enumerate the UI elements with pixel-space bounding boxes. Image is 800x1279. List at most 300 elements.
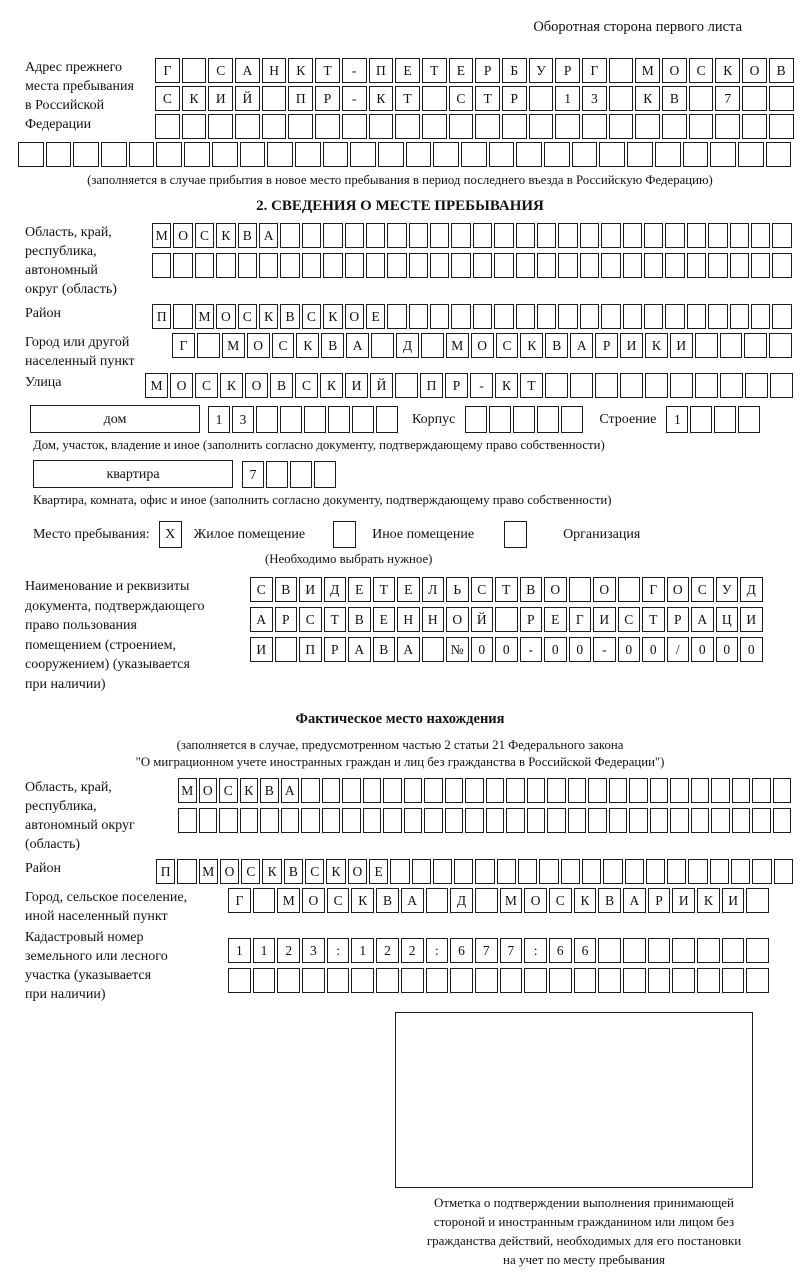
char-cell[interactable]: 0 — [495, 637, 518, 662]
char-cell[interactable] — [290, 461, 312, 488]
checkbox-inoe[interactable] — [333, 521, 356, 548]
char-cell[interactable] — [315, 114, 340, 139]
char-cell[interactable]: С — [299, 607, 322, 632]
char-cell[interactable] — [302, 223, 321, 248]
char-cell[interactable]: К — [715, 58, 740, 83]
char-cell[interactable]: Л — [422, 577, 445, 602]
char-cell[interactable] — [746, 968, 769, 993]
char-cell[interactable] — [342, 114, 367, 139]
char-cell[interactable]: Т — [324, 607, 347, 632]
char-cell[interactable] — [568, 778, 587, 803]
char-cell[interactable]: А — [281, 778, 300, 803]
char-cell[interactable] — [645, 373, 668, 398]
char-cell[interactable] — [449, 114, 474, 139]
char-cell[interactable] — [173, 253, 192, 278]
char-cell[interactable] — [730, 304, 749, 329]
char-cell[interactable] — [601, 253, 620, 278]
char-cell[interactable]: 0 — [471, 637, 494, 662]
char-cell[interactable]: М — [446, 333, 469, 358]
char-cell[interactable]: С — [449, 86, 474, 111]
char-cell[interactable] — [529, 114, 554, 139]
char-cell[interactable] — [280, 406, 302, 433]
char-cell[interactable] — [690, 406, 712, 433]
char-cell[interactable]: Ц — [716, 607, 739, 632]
char-cell[interactable]: М — [195, 304, 214, 329]
char-cell[interactable] — [295, 142, 321, 167]
char-cell[interactable]: Г — [582, 58, 607, 83]
char-cell[interactable]: Е — [544, 607, 567, 632]
char-cell[interactable] — [752, 859, 771, 884]
char-cell[interactable]: 0 — [740, 637, 763, 662]
char-cell[interactable] — [412, 859, 431, 884]
char-cell[interactable]: К — [240, 778, 259, 803]
char-cell[interactable]: Й — [235, 86, 260, 111]
checkbox-organizatsiya[interactable] — [504, 521, 527, 548]
char-cell[interactable]: И — [740, 607, 763, 632]
char-cell[interactable] — [722, 968, 745, 993]
char-cell[interactable] — [352, 406, 374, 433]
char-cell[interactable]: 0 — [544, 637, 567, 662]
char-cell[interactable]: И — [722, 888, 745, 913]
char-cell[interactable] — [545, 373, 568, 398]
char-cell[interactable] — [722, 938, 745, 963]
char-cell[interactable] — [173, 304, 192, 329]
char-cell[interactable] — [228, 968, 251, 993]
char-cell[interactable] — [327, 968, 350, 993]
char-cell[interactable] — [461, 142, 487, 167]
char-cell[interactable]: - — [520, 637, 543, 662]
char-cell[interactable]: В — [321, 333, 344, 358]
char-cell[interactable] — [516, 253, 535, 278]
char-cell[interactable] — [769, 333, 792, 358]
char-cell[interactable] — [424, 808, 443, 833]
char-cell[interactable] — [351, 968, 374, 993]
char-cell[interactable]: У — [716, 577, 739, 602]
char-cell[interactable] — [465, 406, 487, 433]
char-cell[interactable] — [574, 968, 597, 993]
char-cell[interactable] — [219, 808, 238, 833]
char-cell[interactable]: 7 — [500, 938, 523, 963]
char-cell[interactable]: Д — [324, 577, 347, 602]
char-cell[interactable] — [366, 223, 385, 248]
char-cell[interactable] — [302, 253, 321, 278]
char-cell[interactable]: Р — [555, 58, 580, 83]
checkbox-zhiloe[interactable]: X — [159, 521, 182, 548]
char-cell[interactable] — [601, 304, 620, 329]
char-cell[interactable] — [73, 142, 99, 167]
char-cell[interactable]: 2 — [277, 938, 300, 963]
char-cell[interactable]: 1 — [228, 938, 251, 963]
char-cell[interactable] — [773, 778, 792, 803]
char-cell[interactable]: Г — [569, 607, 592, 632]
char-cell[interactable] — [672, 968, 695, 993]
char-cell[interactable] — [670, 808, 689, 833]
char-cell[interactable] — [182, 58, 207, 83]
char-cell[interactable] — [558, 253, 577, 278]
char-cell[interactable]: П — [288, 86, 313, 111]
char-cell[interactable] — [732, 808, 751, 833]
char-cell[interactable] — [401, 968, 424, 993]
char-cell[interactable] — [322, 778, 341, 803]
char-cell[interactable]: Р — [275, 607, 298, 632]
char-cell[interactable]: Е — [397, 577, 420, 602]
char-cell[interactable] — [738, 142, 764, 167]
char-cell[interactable] — [465, 778, 484, 803]
char-cell[interactable] — [708, 304, 727, 329]
char-cell[interactable]: И — [672, 888, 695, 913]
char-cell[interactable]: П — [156, 859, 175, 884]
char-cell[interactable] — [475, 968, 498, 993]
char-cell[interactable]: Т — [373, 577, 396, 602]
char-cell[interactable] — [665, 223, 684, 248]
char-cell[interactable]: № — [446, 637, 469, 662]
char-cell[interactable] — [609, 86, 634, 111]
char-cell[interactable] — [253, 888, 276, 913]
char-cell[interactable] — [623, 938, 646, 963]
char-cell[interactable]: С — [305, 859, 324, 884]
char-cell[interactable] — [342, 778, 361, 803]
char-cell[interactable]: К — [216, 223, 235, 248]
char-cell[interactable] — [527, 808, 546, 833]
char-cell[interactable]: К — [369, 86, 394, 111]
char-cell[interactable]: - — [342, 86, 367, 111]
char-cell[interactable]: С — [691, 577, 714, 602]
char-cell[interactable] — [495, 607, 518, 632]
char-cell[interactable] — [345, 253, 364, 278]
char-cell[interactable] — [558, 304, 577, 329]
char-cell[interactable] — [451, 304, 470, 329]
char-cell[interactable] — [689, 114, 714, 139]
char-cell[interactable]: К — [351, 888, 374, 913]
char-cell[interactable] — [328, 406, 350, 433]
char-cell[interactable] — [489, 406, 511, 433]
char-cell[interactable] — [323, 223, 342, 248]
char-cell[interactable]: Т — [642, 607, 665, 632]
char-cell[interactable] — [506, 808, 525, 833]
char-cell[interactable]: 2 — [401, 938, 424, 963]
char-cell[interactable] — [451, 223, 470, 248]
char-cell[interactable] — [486, 808, 505, 833]
char-cell[interactable] — [561, 859, 580, 884]
char-cell[interactable]: Е — [348, 577, 371, 602]
char-cell[interactable]: Е — [369, 859, 388, 884]
char-cell[interactable]: 3 — [232, 406, 254, 433]
char-cell[interactable]: М — [199, 859, 218, 884]
char-cell[interactable]: 0 — [642, 637, 665, 662]
char-cell[interactable] — [363, 778, 382, 803]
char-cell[interactable]: Н — [397, 607, 420, 632]
char-cell[interactable]: И — [670, 333, 693, 358]
char-cell[interactable]: 6 — [574, 938, 597, 963]
char-cell[interactable] — [409, 253, 428, 278]
char-cell[interactable]: : — [524, 938, 547, 963]
char-cell[interactable] — [539, 859, 558, 884]
char-cell[interactable]: О — [302, 888, 325, 913]
char-cell[interactable] — [342, 808, 361, 833]
char-cell[interactable]: К — [220, 373, 243, 398]
char-cell[interactable] — [655, 142, 681, 167]
char-cell[interactable]: А — [346, 333, 369, 358]
char-cell[interactable]: С — [471, 577, 494, 602]
char-cell[interactable] — [774, 859, 793, 884]
char-cell[interactable]: - — [470, 373, 493, 398]
char-cell[interactable] — [184, 142, 210, 167]
char-cell[interactable]: Е — [373, 607, 396, 632]
char-cell[interactable]: А — [250, 607, 273, 632]
char-cell[interactable] — [518, 859, 537, 884]
char-cell[interactable] — [623, 304, 642, 329]
char-cell[interactable]: А — [397, 637, 420, 662]
char-cell[interactable]: Р — [667, 607, 690, 632]
char-cell[interactable]: О — [593, 577, 616, 602]
char-cell[interactable] — [486, 778, 505, 803]
char-cell[interactable]: Т — [315, 58, 340, 83]
char-cell[interactable] — [670, 373, 693, 398]
char-cell[interactable] — [502, 114, 527, 139]
char-cell[interactable] — [670, 778, 689, 803]
char-cell[interactable] — [603, 859, 622, 884]
char-cell[interactable] — [772, 223, 791, 248]
char-cell[interactable] — [383, 778, 402, 803]
char-cell[interactable]: И — [250, 637, 273, 662]
char-cell[interactable] — [253, 968, 276, 993]
char-cell[interactable]: С — [327, 888, 350, 913]
char-cell[interactable]: И — [620, 333, 643, 358]
char-cell[interactable]: О — [348, 859, 367, 884]
char-cell[interactable] — [345, 223, 364, 248]
char-cell[interactable] — [529, 86, 554, 111]
char-cell[interactable]: Р — [324, 637, 347, 662]
char-cell[interactable] — [314, 461, 336, 488]
char-cell[interactable] — [648, 938, 671, 963]
char-cell[interactable] — [582, 859, 601, 884]
char-cell[interactable] — [445, 808, 464, 833]
char-cell[interactable]: 3 — [302, 938, 325, 963]
char-cell[interactable] — [395, 373, 418, 398]
char-cell[interactable] — [390, 859, 409, 884]
char-cell[interactable] — [387, 304, 406, 329]
char-cell[interactable]: И — [299, 577, 322, 602]
char-cell[interactable] — [267, 142, 293, 167]
char-cell[interactable] — [426, 888, 449, 913]
char-cell[interactable] — [772, 304, 791, 329]
char-cell[interactable] — [216, 253, 235, 278]
char-cell[interactable] — [280, 253, 299, 278]
char-cell[interactable] — [691, 778, 710, 803]
char-cell[interactable] — [537, 253, 556, 278]
char-cell[interactable]: 2 — [376, 938, 399, 963]
char-cell[interactable]: В — [373, 637, 396, 662]
char-cell[interactable] — [450, 968, 473, 993]
char-cell[interactable] — [494, 304, 513, 329]
char-cell[interactable] — [404, 778, 423, 803]
char-cell[interactable] — [445, 778, 464, 803]
char-cell[interactable]: В — [270, 373, 293, 398]
char-cell[interactable] — [409, 223, 428, 248]
char-cell[interactable]: В — [275, 577, 298, 602]
char-cell[interactable] — [433, 859, 452, 884]
char-cell[interactable] — [580, 304, 599, 329]
dom-box[interactable]: дом — [30, 405, 200, 433]
char-cell[interactable] — [182, 114, 207, 139]
char-cell[interactable]: К — [635, 86, 660, 111]
char-cell[interactable]: С — [208, 58, 233, 83]
char-cell[interactable] — [266, 461, 288, 488]
char-cell[interactable] — [156, 142, 182, 167]
char-cell[interactable] — [665, 253, 684, 278]
char-cell[interactable]: 1 — [666, 406, 688, 433]
char-cell[interactable] — [745, 373, 768, 398]
char-cell[interactable] — [288, 114, 313, 139]
char-cell[interactable] — [500, 968, 523, 993]
char-cell[interactable]: 1 — [208, 406, 230, 433]
char-cell[interactable]: К — [259, 304, 278, 329]
char-cell[interactable] — [46, 142, 72, 167]
char-cell[interactable] — [644, 253, 663, 278]
char-cell[interactable] — [650, 808, 669, 833]
char-cell[interactable]: С — [219, 778, 238, 803]
char-cell[interactable] — [277, 968, 300, 993]
char-cell[interactable] — [516, 304, 535, 329]
char-cell[interactable]: С — [689, 58, 714, 83]
char-cell[interactable] — [561, 406, 583, 433]
char-cell[interactable] — [323, 253, 342, 278]
char-cell[interactable]: 0 — [618, 637, 641, 662]
char-cell[interactable] — [323, 142, 349, 167]
char-cell[interactable] — [695, 373, 718, 398]
char-cell[interactable]: В — [280, 304, 299, 329]
char-cell[interactable] — [537, 223, 556, 248]
char-cell[interactable] — [665, 304, 684, 329]
char-cell[interactable] — [683, 142, 709, 167]
char-cell[interactable] — [697, 968, 720, 993]
char-cell[interactable]: С — [250, 577, 273, 602]
char-cell[interactable] — [635, 114, 660, 139]
char-cell[interactable] — [262, 114, 287, 139]
char-cell[interactable]: 7 — [715, 86, 740, 111]
char-cell[interactable]: 7 — [475, 938, 498, 963]
char-cell[interactable] — [544, 142, 570, 167]
char-cell[interactable]: 0 — [569, 637, 592, 662]
char-cell[interactable] — [580, 223, 599, 248]
char-cell[interactable] — [752, 808, 771, 833]
char-cell[interactable]: У — [529, 58, 554, 83]
char-cell[interactable] — [730, 253, 749, 278]
char-cell[interactable] — [302, 968, 325, 993]
char-cell[interactable]: О — [173, 223, 192, 248]
char-cell[interactable]: К — [262, 859, 281, 884]
char-cell[interactable]: Г — [228, 888, 251, 913]
char-cell[interactable] — [422, 86, 447, 111]
char-cell[interactable] — [730, 223, 749, 248]
char-cell[interactable]: : — [426, 938, 449, 963]
char-cell[interactable]: 6 — [450, 938, 473, 963]
char-cell[interactable] — [711, 778, 730, 803]
char-cell[interactable] — [260, 808, 279, 833]
char-cell[interactable] — [623, 253, 642, 278]
char-cell[interactable] — [208, 114, 233, 139]
char-cell[interactable]: О — [446, 607, 469, 632]
char-cell[interactable] — [569, 577, 592, 602]
char-cell[interactable]: К — [574, 888, 597, 913]
char-cell[interactable]: 1 — [351, 938, 374, 963]
char-cell[interactable]: С — [618, 607, 641, 632]
char-cell[interactable]: 0 — [716, 637, 739, 662]
char-cell[interactable] — [599, 142, 625, 167]
char-cell[interactable]: О — [245, 373, 268, 398]
char-cell[interactable]: К — [320, 373, 343, 398]
char-cell[interactable] — [363, 808, 382, 833]
char-cell[interactable]: Р — [648, 888, 671, 913]
char-cell[interactable] — [275, 637, 298, 662]
char-cell[interactable] — [752, 778, 771, 803]
char-cell[interactable] — [732, 778, 751, 803]
char-cell[interactable]: О — [471, 333, 494, 358]
char-cell[interactable]: М — [222, 333, 245, 358]
char-cell[interactable]: Р — [475, 58, 500, 83]
char-cell[interactable] — [720, 373, 743, 398]
char-cell[interactable] — [350, 142, 376, 167]
char-cell[interactable] — [708, 253, 727, 278]
char-cell[interactable] — [240, 808, 259, 833]
char-cell[interactable]: М — [178, 778, 197, 803]
char-cell[interactable]: И — [208, 86, 233, 111]
char-cell[interactable] — [609, 808, 628, 833]
char-cell[interactable]: К — [296, 333, 319, 358]
char-cell[interactable]: Т — [475, 86, 500, 111]
char-cell[interactable]: В — [662, 86, 687, 111]
char-cell[interactable]: А — [401, 888, 424, 913]
char-cell[interactable]: Н — [262, 58, 287, 83]
char-cell[interactable]: М — [500, 888, 523, 913]
char-cell[interactable]: О — [216, 304, 235, 329]
char-cell[interactable]: Р — [445, 373, 468, 398]
char-cell[interactable] — [570, 373, 593, 398]
char-cell[interactable] — [494, 223, 513, 248]
char-cell[interactable] — [475, 114, 500, 139]
char-cell[interactable] — [527, 778, 546, 803]
char-cell[interactable] — [715, 114, 740, 139]
char-cell[interactable] — [772, 253, 791, 278]
char-cell[interactable]: К — [697, 888, 720, 913]
char-cell[interactable] — [422, 637, 445, 662]
char-cell[interactable]: С — [155, 86, 180, 111]
char-cell[interactable]: П — [420, 373, 443, 398]
char-cell[interactable] — [18, 142, 44, 167]
char-cell[interactable] — [238, 253, 257, 278]
char-cell[interactable]: А — [570, 333, 593, 358]
char-cell[interactable] — [378, 142, 404, 167]
char-cell[interactable] — [648, 968, 671, 993]
char-cell[interactable] — [155, 114, 180, 139]
char-cell[interactable]: Г — [642, 577, 665, 602]
char-cell[interactable]: Р — [502, 86, 527, 111]
char-cell[interactable] — [451, 253, 470, 278]
char-cell[interactable]: В — [598, 888, 621, 913]
kvartira-box[interactable]: квартира — [33, 460, 233, 488]
char-cell[interactable]: К — [182, 86, 207, 111]
char-cell[interactable]: Д — [396, 333, 419, 358]
char-cell[interactable] — [387, 253, 406, 278]
char-cell[interactable] — [689, 86, 714, 111]
char-cell[interactable] — [430, 253, 449, 278]
char-cell[interactable] — [609, 58, 634, 83]
char-cell[interactable]: А — [235, 58, 260, 83]
char-cell[interactable] — [623, 223, 642, 248]
char-cell[interactable] — [101, 142, 127, 167]
char-cell[interactable]: В — [260, 778, 279, 803]
char-cell[interactable] — [650, 778, 669, 803]
